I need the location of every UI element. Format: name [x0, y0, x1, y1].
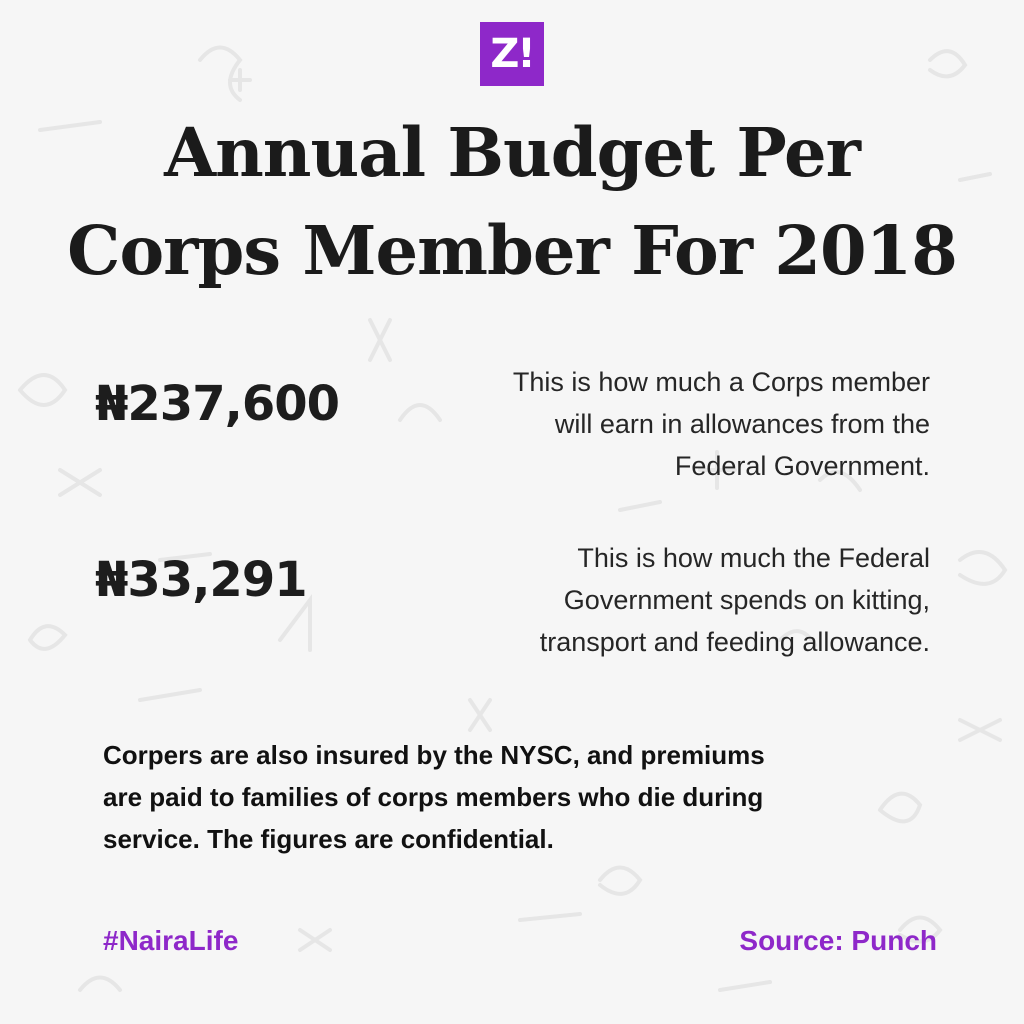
allowance-description-line: will earn in allowances from the [554, 409, 930, 439]
allowance-amount: ₦237,600 [95, 376, 340, 432]
kitting-description-line: transport and feeding allowance. [539, 627, 930, 657]
hashtag: #NairaLife [103, 925, 239, 956]
page-title [0, 104, 1024, 300]
allowance-description [410, 361, 930, 487]
kitting-description [410, 537, 930, 663]
brand-logo [480, 22, 544, 86]
title-line-1: Annual Budget Per [164, 113, 860, 192]
insurance-note-line: are paid to families of corps members who die during [103, 782, 764, 812]
insurance-note-line: Corpers are also insured by the NYSC, and premiums [103, 740, 765, 770]
title-line-2: Corps Member For 2018 [67, 211, 957, 290]
kitting-amount: ₦33,291 [95, 552, 307, 608]
source-credit: Source: Punch [739, 925, 937, 956]
kitting-description-line: Government spends on kitting, [563, 585, 930, 615]
insurance-note-line: service. The figures are confidential. [103, 824, 554, 854]
kitting-description-line: This is how much the Federal [577, 543, 930, 573]
insurance-note [103, 734, 923, 860]
allowance-description-line: Federal Government. [674, 451, 930, 481]
logo-text: Z! [490, 31, 534, 77]
allowance-description-line: This is how much a Corps member [512, 367, 930, 397]
